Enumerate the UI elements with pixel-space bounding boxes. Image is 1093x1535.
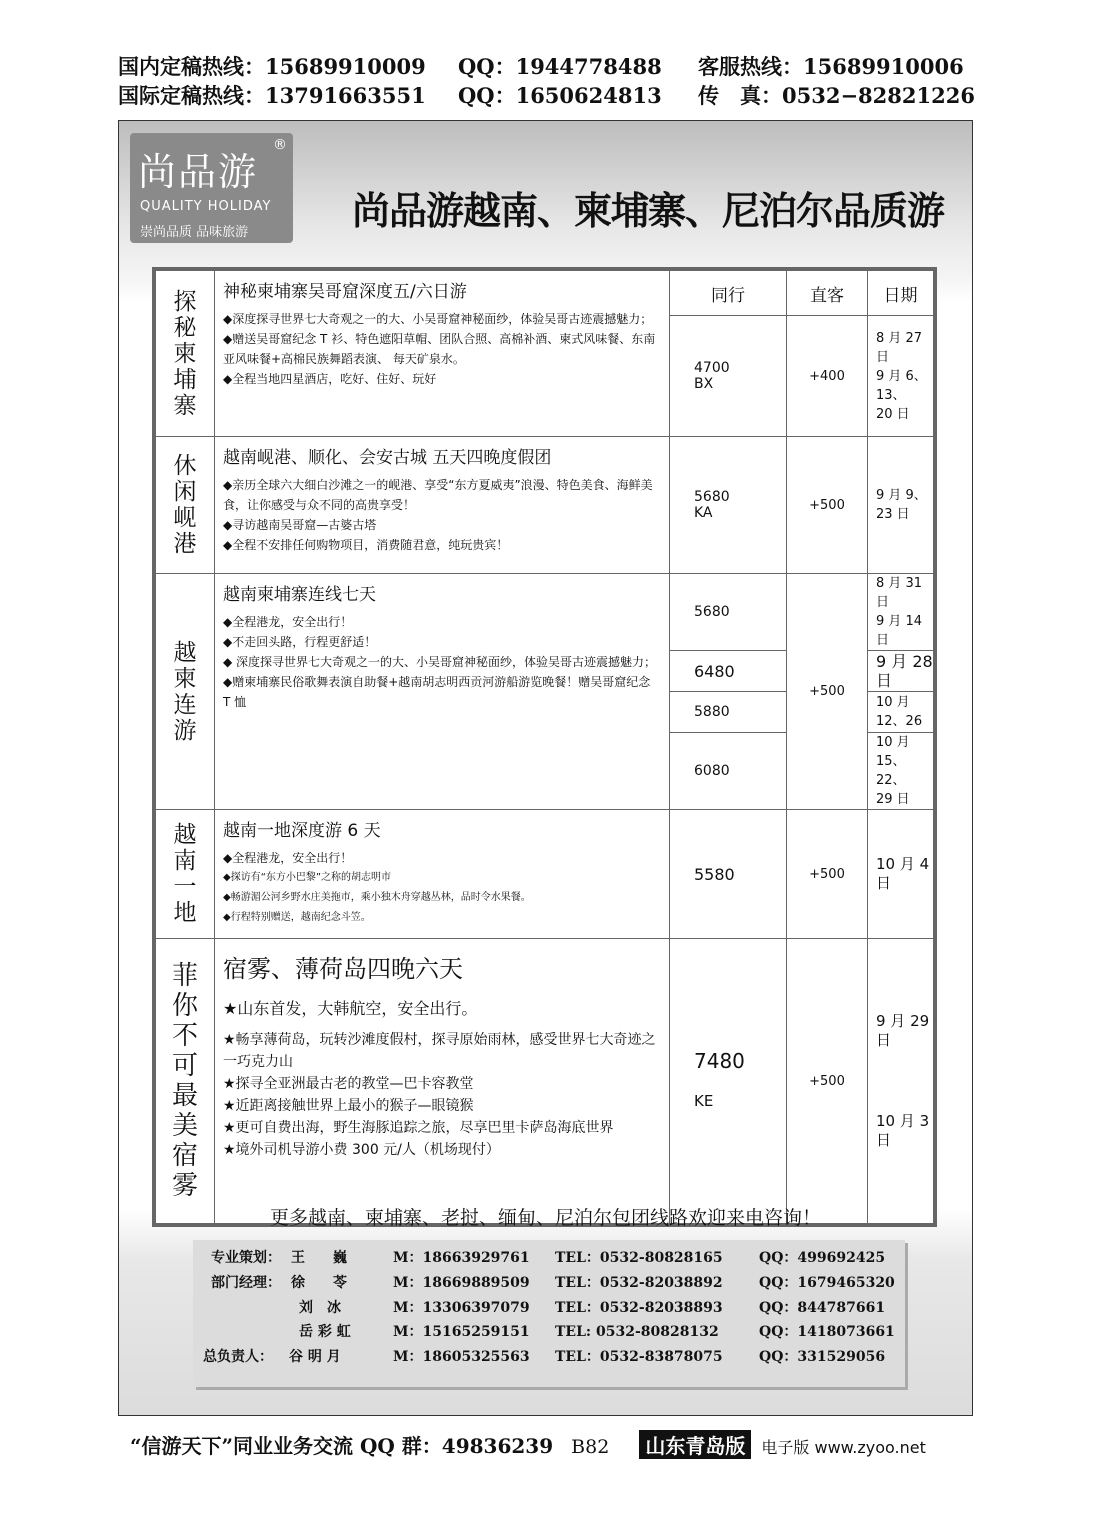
list-item: ◆畅游湄公河乡野水庄美拖市，乘小独木舟穿越丛林，品时令水果餐。	[223, 892, 531, 903]
domestic-qq: QQ：1944778488	[458, 54, 662, 79]
table-row	[154, 810, 935, 939]
list-item: ◆ 深度探寻世界七大奇观之一的大、小吴哥窟神秘面纱，体验吴哥古迹震撼魅力；	[223, 655, 657, 669]
direct-price: +500	[787, 810, 868, 939]
tour-description	[215, 437, 670, 574]
side-label: 探秘柬埔寨	[154, 269, 215, 437]
contact-tel: TEL：0532-82038892	[555, 1275, 723, 1291]
contact-name: 徐 苓	[291, 1275, 347, 1291]
ebook-link[interactable]: 电子版 www.zyoo.net	[761, 1438, 926, 1457]
airline-code: KE	[694, 1092, 714, 1110]
intl-hotline: 国际定稿热线：13791663551	[118, 83, 426, 108]
table-header-row	[154, 269, 935, 316]
peer-price: 5580	[670, 810, 787, 939]
service-hotline: 客服热线：15689910006	[698, 54, 964, 79]
date-cell: 10 月 12、26	[868, 692, 936, 733]
list-item: ◆全程不安排任何购物项目，消费随君意，纯玩贵宾！	[223, 538, 509, 552]
side-label: 菲你不可最美宿雾	[154, 939, 215, 1226]
logo-english: QUALITY HOLIDAY	[140, 199, 272, 214]
peer-price: 5680	[694, 489, 730, 505]
side-label: 越柬连游	[154, 574, 215, 810]
airline-code: KA	[694, 505, 713, 521]
direct-price: +500	[787, 574, 868, 810]
page-footer	[130, 1430, 926, 1459]
list-item: ◆赠送吴哥窟纪念 T 衫、特色遮阳草帽、团队合照、高棉补酒、柬式风味餐、东南亚风味餐+高棉民族舞蹈表演、 每天矿泉水。	[223, 332, 656, 366]
contact-name: 刘 冰	[299, 1300, 341, 1316]
edition-badge: 山东青岛版	[639, 1430, 751, 1459]
contact-qq: QQ：499692425	[759, 1250, 886, 1266]
contact-role: 部门经理：	[211, 1275, 281, 1291]
fax: 传 真：0532−82821226	[698, 83, 975, 108]
direct-price: +500	[787, 939, 868, 1226]
contact-role: 总负责人：	[203, 1349, 273, 1365]
intl-qq: QQ：1650624813	[458, 83, 662, 108]
list-item: ★更可自费出海，野生海豚追踪之旅，尽享巴里卡萨岛海底世界	[223, 1120, 614, 1136]
list-item: ◆全程港龙，安全出行！	[223, 851, 353, 865]
contact-qq: QQ：1679465320	[759, 1275, 895, 1291]
price-cell	[670, 437, 787, 574]
contact-name: 王 巍	[291, 1250, 347, 1266]
tour-table	[152, 267, 937, 1227]
peer-price: 7480	[694, 1049, 745, 1073]
more-routes-note: 更多越南、柬埔寨、老挝、缅甸、尼泊尔包团线路欢迎来电咨询！	[269, 1207, 821, 1229]
direct-price: +400	[787, 316, 868, 437]
price-cell	[670, 316, 787, 437]
contact-name: 谷 明 月	[289, 1349, 341, 1365]
contact-name: 岳 彩 虹	[299, 1324, 351, 1340]
contact-panel	[193, 1240, 905, 1387]
contact-tel: TEL：0532-83878075	[555, 1349, 723, 1365]
peer-price: 4700	[694, 360, 730, 376]
tour-title: 宿雾、薄荷岛四晚六天	[223, 955, 463, 983]
list-item: ◆行程特别赠送，越南纪念斗笠。	[223, 912, 371, 923]
peer-price: 5880	[670, 692, 787, 733]
tour-title: 越南一地深度游 6 天	[223, 821, 381, 841]
tour-description	[215, 939, 670, 1226]
footer-text: “信游天下”同业业务交流 QQ 群：	[130, 1434, 442, 1458]
contact-qq: QQ：844787661	[759, 1300, 886, 1316]
contact-mobile: M：15165259151	[393, 1324, 530, 1340]
direct-price: +500	[787, 437, 868, 574]
footer-qq-group: 49836239	[441, 1434, 554, 1458]
list-item: ◆赠柬埔寨民俗歌舞表演自助餐+越南胡志明西贡河游船游览晚餐！赠吴哥窟纪念 T 恤	[223, 675, 651, 709]
contact-tel: TEL: 0532-80828132	[555, 1324, 719, 1340]
page-title: 尚品游越南、柬埔寨、尼泊尔品质游	[352, 189, 945, 233]
logo-slogan: 崇尚品质 品味旅游	[140, 225, 249, 240]
tour-description	[215, 574, 670, 810]
date-cell: 10 月 15、22、 29 日	[868, 733, 936, 810]
list-item: ◆寻访越南吴哥窟—古婆古塔	[223, 518, 377, 532]
date-cell: 8 月 27 日 9 月 6、13、 20 日	[868, 316, 936, 437]
date-cell: 9 月 29 日 10 月 3 日	[868, 939, 936, 1226]
side-label: 越南一地	[154, 810, 215, 939]
contact-mobile: M：18669889509	[393, 1275, 530, 1291]
tour-title: 越南岘港、顺化、会安古城 五天四晚度假团	[223, 448, 552, 468]
header-direct: 直客	[787, 269, 868, 316]
hotline-row	[118, 52, 978, 81]
contact-tel: TEL：0532-82038893	[555, 1300, 723, 1316]
hotline-block	[118, 52, 978, 110]
header-date: 日期	[868, 269, 936, 316]
contact-tel: TEL：0532-80828165	[555, 1250, 723, 1266]
date-cell: 9 月 9、23 日	[868, 437, 936, 574]
table-row	[154, 574, 935, 651]
contact-role: 专业策划：	[211, 1250, 281, 1266]
brand-logo	[130, 133, 293, 243]
table-row	[154, 939, 935, 1226]
tour-title: 越南柬埔寨连线七天	[223, 585, 376, 605]
date-cell: 8 月 31 日 9 月 14 日	[868, 574, 936, 651]
list-item: ★近距离接触世界上最小的猴子—眼镜猴	[223, 1098, 474, 1114]
table-row	[154, 437, 935, 574]
contact-qq: QQ：331529056	[759, 1349, 886, 1365]
list-item: ◆探访有“东方小巴黎”之称的胡志明市	[223, 872, 392, 883]
contact-mobile: M：18605325563	[393, 1349, 530, 1365]
tour-description	[215, 810, 670, 939]
logo-text: 尚品游	[138, 150, 259, 194]
list-item: ◆深度探寻世界七大奇观之一的大、小吴哥窟神秘面纱，体验吴哥古迹震撼魅力；	[223, 312, 653, 326]
contact-mobile: M：18663929761	[393, 1250, 530, 1266]
list-item: ◆亲历全球六大细白沙滩之一的岘港、享受“东方夏威夷”浪漫、特色美食、海鲜美食，让你感受与众不同的高贵享受！	[223, 478, 653, 512]
registered-mark: ®	[273, 137, 287, 153]
side-label: 休闲岘港	[154, 437, 215, 574]
contact-mobile: M：13306397079	[393, 1300, 530, 1316]
date-cell: 10 月 4 日	[868, 810, 936, 939]
peer-price: 6480	[670, 651, 787, 692]
contact-qq: QQ：1418073661	[759, 1324, 895, 1340]
list-item: ★境外司机导游小费 300 元/人（机场现付）	[223, 1142, 500, 1158]
list-item: ★山东首发，大韩航空，安全出行。	[223, 999, 478, 1018]
domestic-hotline: 国内定稿热线：15689910009	[118, 54, 426, 79]
hotline-row	[118, 81, 978, 110]
list-item: ◆不走回头路，行程更舒适！	[223, 635, 377, 649]
header-peer: 同行	[670, 269, 787, 316]
date-cell: 9 月 28 日	[868, 651, 936, 692]
list-item: ★探寻全亚洲最古老的教堂—巴卡容教堂	[223, 1076, 474, 1092]
tour-title: 神秘柬埔寨吴哥窟深度五/六日游	[223, 282, 467, 302]
page-number: B82	[571, 1436, 610, 1458]
tour-description	[215, 269, 670, 437]
list-item: ◆全程港龙，安全出行！	[223, 615, 353, 629]
list-item: ★畅享薄荷岛，玩转沙滩度假村，探寻原始雨林，感受世界七大奇迹之一巧克力山	[223, 1032, 656, 1070]
price-cell	[670, 939, 787, 1226]
peer-price: 5680	[670, 574, 787, 651]
airline-code: BX	[694, 376, 714, 392]
list-item: ◆全程当地四星酒店，吃好、住好、玩好	[223, 372, 437, 386]
peer-price: 6080	[670, 733, 787, 810]
